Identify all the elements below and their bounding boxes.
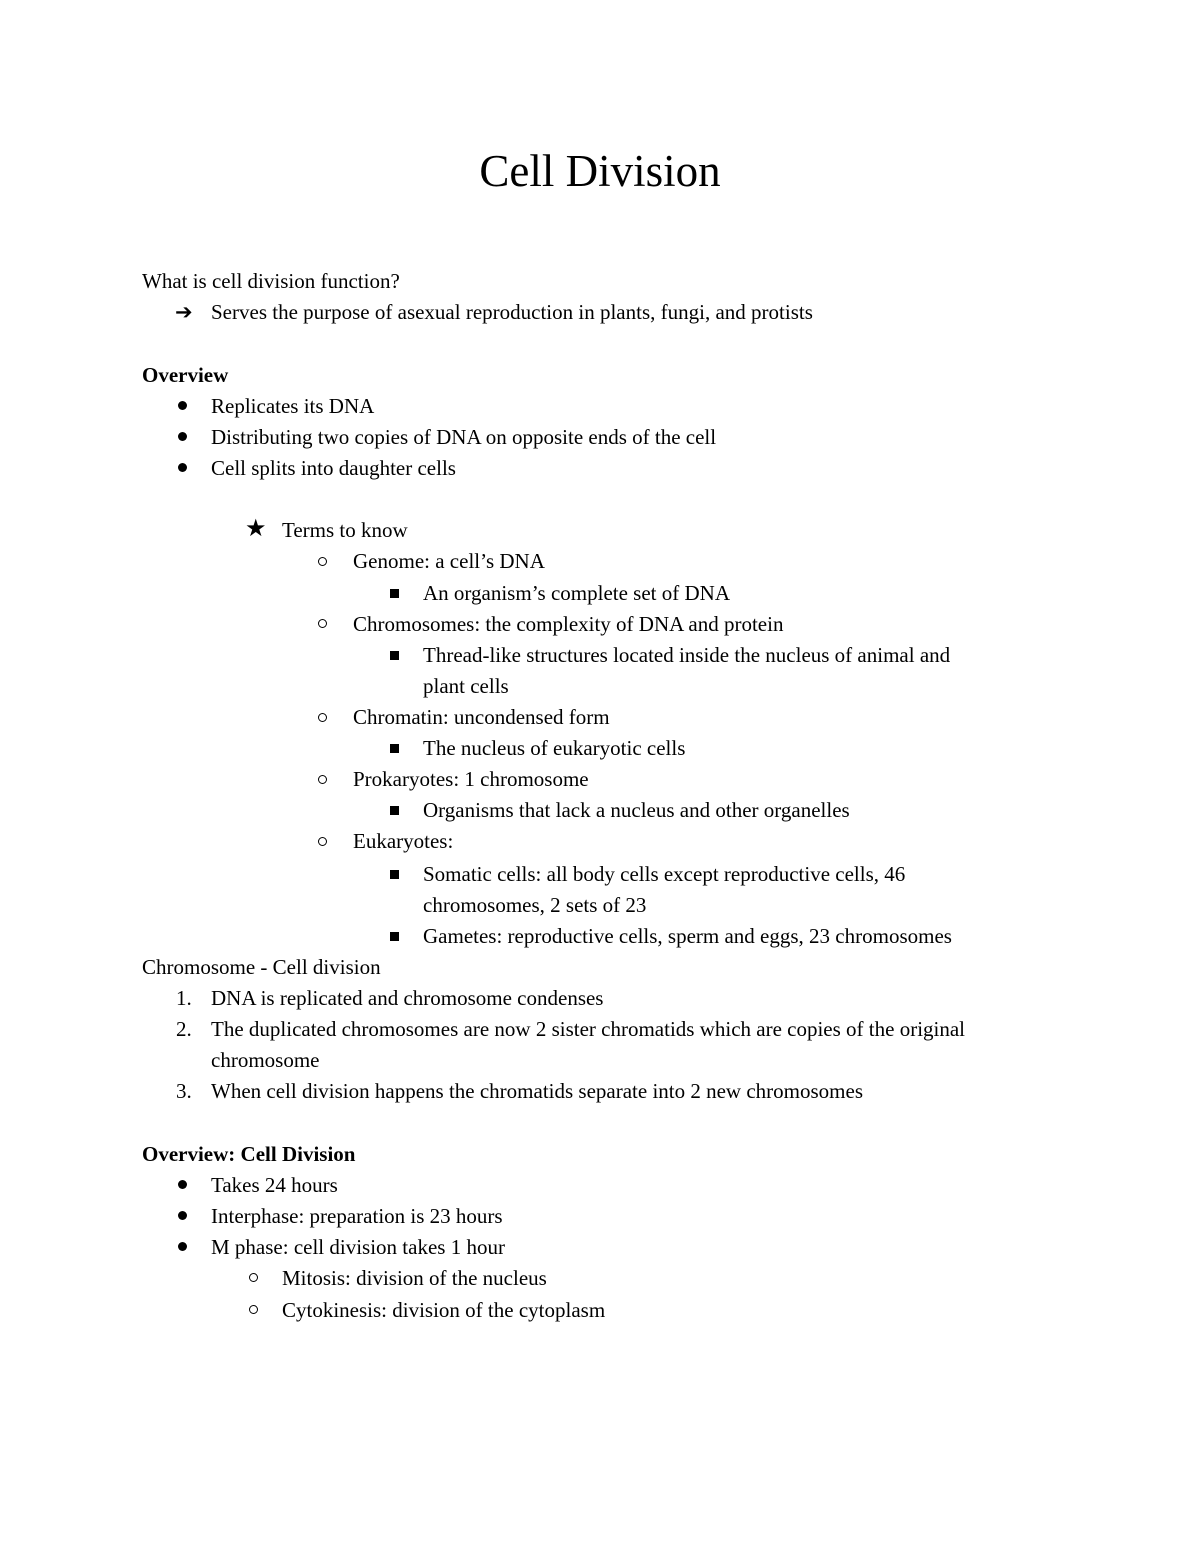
term-prokaryotes: Prokaryotes: 1 chromosome <box>353 767 589 791</box>
term-chromosomes-detail-cont: plant cells <box>423 674 509 698</box>
step-number: 1. <box>176 986 192 1010</box>
overview2-item: M phase: cell division takes 1 hour <box>211 1235 505 1259</box>
square-bullet-icon <box>390 806 399 815</box>
overview-item: Distributing two copies of DNA on opposite ends of the cell <box>211 425 717 449</box>
circle-bullet-icon <box>318 713 327 722</box>
step-text: When cell division happens the chromatids separate into 2 new chromosomes <box>211 1079 863 1103</box>
circle-bullet-icon <box>249 1305 258 1314</box>
overview-heading: Overview <box>142 363 229 387</box>
circle-bullet-icon <box>318 775 327 784</box>
term-chromosomes-detail: Thread-like structures located inside the nucleus of animal and <box>423 643 951 667</box>
bullet-icon <box>178 1211 187 1220</box>
circle-bullet-icon <box>318 619 327 628</box>
intro-answer: Serves the purpose of asexual reproduction in plants, fungi, and protists <box>211 300 813 324</box>
bullet-icon <box>178 1242 187 1251</box>
circle-bullet-icon <box>318 837 327 846</box>
term-gametes: Gametes: reproductive cells, sperm and eggs, 23 chromosomes <box>423 924 952 948</box>
square-bullet-icon <box>390 651 399 660</box>
bullet-icon <box>178 432 187 441</box>
term-prokaryotes-detail: Organisms that lack a nucleus and other organelles <box>423 798 850 822</box>
chromosome-section-heading: Chromosome - Cell division <box>142 955 381 979</box>
overview-item: Cell splits into daughter cells <box>211 456 456 480</box>
term-somatic-cont: chromosomes, 2 sets of 23 <box>423 893 647 917</box>
overview2-subitem: Mitosis: division of the nucleus <box>282 1266 547 1290</box>
intro-question: What is cell division function? <box>142 269 400 293</box>
bullet-icon <box>178 401 187 410</box>
overview2-item: Takes 24 hours <box>211 1173 338 1197</box>
term-eukaryotes: Eukaryotes: <box>353 829 454 853</box>
term-genome: Genome: a cell’s DNA <box>353 549 545 573</box>
term-chromatin-detail: The nucleus of eukaryotic cells <box>423 736 686 760</box>
square-bullet-icon <box>390 744 399 753</box>
step-number: 3. <box>176 1079 192 1103</box>
step-number: 2. <box>176 1017 192 1041</box>
bullet-icon <box>178 1180 187 1189</box>
star-icon: ★ <box>245 516 267 542</box>
square-bullet-icon <box>390 589 399 598</box>
square-bullet-icon <box>390 870 399 879</box>
arrow-icon: ➔ <box>175 300 193 324</box>
square-bullet-icon <box>390 932 399 941</box>
page-title: Cell Division <box>479 146 721 196</box>
overview2-subitem: Cytokinesis: division of the cytoplasm <box>282 1298 606 1322</box>
overview2-heading: Overview: Cell Division <box>142 1142 356 1166</box>
overview2-item: Interphase: preparation is 23 hours <box>211 1204 503 1228</box>
term-genome-detail: An organism’s complete set of DNA <box>423 581 730 605</box>
step-text: The duplicated chromosomes are now 2 sister chromatids which are copies of the original <box>211 1017 966 1041</box>
circle-bullet-icon <box>318 557 327 566</box>
step-text-cont: chromosome <box>211 1048 320 1072</box>
term-somatic: Somatic cells: all body cells except reproductive cells, 46 <box>423 862 906 886</box>
step-text: DNA is replicated and chromosome condenses <box>211 986 604 1010</box>
term-chromosomes: Chromosomes: the complexity of DNA and protein <box>353 612 784 636</box>
bullet-icon <box>178 463 187 472</box>
terms-heading: Terms to know <box>282 518 408 542</box>
term-chromatin: Chromatin: uncondensed form <box>353 705 610 729</box>
overview-item: Replicates its DNA <box>211 394 375 418</box>
circle-bullet-icon <box>249 1273 258 1282</box>
